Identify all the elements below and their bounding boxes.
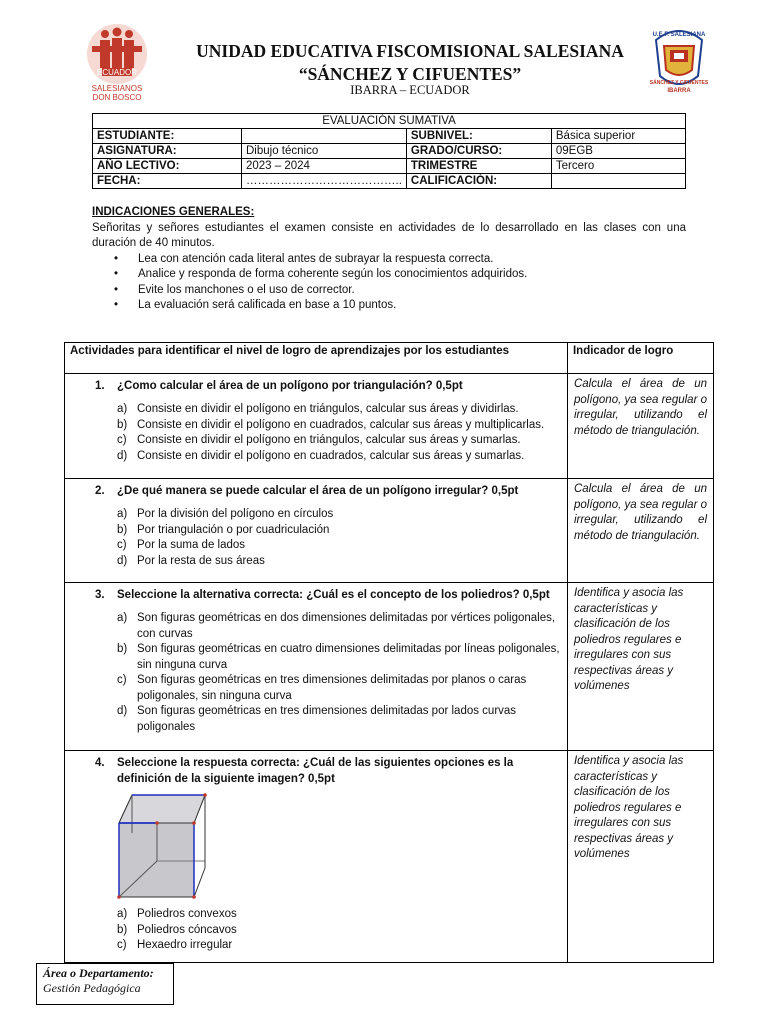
instruction-item: • Analice y responda de forma coherente según los conocimientos adquiridos.: [92, 267, 686, 283]
question-row: [65, 583, 714, 751]
answer-option[interactable]: b) Son figuras geométricas en cuatro dimensiones delimitadas por líneas poligonales, sin ninguna curva: [117, 643, 560, 671]
info-row: [93, 144, 686, 159]
achievement-indicator: Calcula el área de un polígono, ya sea regular o irregular, utilizando el método de triangulación.: [573, 378, 707, 437]
info-value: 2023 – 2024: [242, 159, 407, 174]
info-value[interactable]: [551, 174, 685, 189]
department-label: Área o Departamento:: [43, 966, 154, 980]
school-name-line2: “SÁNCHEZ Y CIFUENTES”: [298, 64, 522, 84]
crest-bottom-text: IBARRA: [667, 88, 691, 94]
info-value: Básica superior: [551, 129, 685, 144]
activities-table: [64, 342, 714, 963]
info-row: [93, 159, 686, 174]
evaluation-title: EVALUACIÓN SUMATIVA: [93, 114, 686, 129]
question-number: 3.: [95, 589, 105, 601]
achievement-indicator: Identifica y asocia las características y clasificación de los poliedros regulares e irregulares con sus respectivas áreas y volúmenes: [573, 755, 684, 860]
info-label: CALIFICACIÓN:: [406, 174, 551, 189]
question-title: [95, 755, 567, 787]
answer-option[interactable]: b) Poliedros cóncavos: [117, 923, 237, 936]
info-row: [93, 129, 686, 144]
instruction-item: • Evite los manchones o el uso de corrector.: [92, 283, 686, 299]
answer-option[interactable]: a) Poliedros convexos: [117, 908, 237, 920]
indicator-header: Indicador de logro: [567, 343, 713, 374]
logo-donbosco-text: DON BOSCO: [92, 93, 142, 102]
question-title: [95, 483, 567, 499]
info-label: TRIMESTRE: [406, 159, 551, 174]
activities-header: Actividades para identificar el nivel de logro de aprendizajes por los estudiantes: [65, 343, 568, 374]
info-label: ASIGNATURA:: [93, 144, 242, 159]
question-title: [95, 378, 567, 394]
achievement-indicator: Identifica y asocia las características y clasificación de los poliedros regulares e irregulares con sus respectivas áreas y volúmenes: [573, 587, 684, 692]
student-info-table: [92, 113, 686, 189]
answer-option[interactable]: a) Por la división del polígono en círculos: [117, 508, 334, 520]
crest-mid-text: SÁNCHEZ Y CIFUENTES: [649, 80, 709, 86]
instructions-intro: Señoritas y señores estudiantes el examen consiste en actividades de lo desarrollado en las clases con una duración de 40 minutos.: [92, 221, 686, 249]
question-text: ¿Como calcular el área de un polígono por triangulación? 0,5pt: [117, 380, 463, 392]
question-row: [65, 374, 714, 479]
answer-option[interactable]: a) Consiste en dividir el polígono en triángulos, calcular sus áreas y dividirlas.: [117, 403, 519, 415]
instruction-item: • La evaluación será calificada en base a 10 puntos.: [92, 298, 686, 314]
info-value: Tercero: [551, 159, 685, 174]
info-label: AÑO LECTIVO:: [93, 159, 242, 174]
info-label: GRADO/CURSO:: [406, 144, 551, 159]
info-row: [93, 174, 686, 189]
info-label: ESTUDIANTE:: [93, 129, 242, 144]
answer-option[interactable]: a) Son figuras geométricas en dos dimensiones delimitadas por vértices poligonales, con curvas: [117, 612, 556, 640]
instruction-item: • Lea con atención cada literal antes de subrayar la respuesta correcta.: [92, 252, 686, 268]
question-number: 1.: [95, 380, 105, 392]
info-value: Dibujo técnico: [242, 144, 407, 159]
answer-option[interactable]: d) Son figuras geométricas en tres dimensiones delimitadas por lados curvas poligonales: [117, 705, 517, 733]
answer-option[interactable]: b) Por triangulación o por cuadriculación: [117, 523, 330, 536]
question-row: [65, 751, 714, 963]
logo-ecuador-text: ECUADOR: [96, 68, 137, 77]
answer-option[interactable]: c) Son figuras geométricas en tres dimensiones delimitadas por planos o caras poligonales, sin ninguna curva: [117, 674, 527, 702]
question-text: Seleccione la alternativa correcta: ¿Cuál es el concepto de los poliedros? 0,5pt: [117, 589, 550, 601]
logo-salesianos-text: SALESIANOS: [91, 84, 143, 93]
info-label: SUBNIVEL:: [406, 129, 551, 144]
answer-option[interactable]: d) Consiste en dividir el polígono en cuadrados, calcular sus áreas y sumarlas.: [117, 449, 525, 462]
question-row: [65, 479, 714, 583]
question-number: 4.: [95, 757, 105, 769]
achievement-indicator: Calcula el área de un polígono, ya sea regular o irregular, utilizando el método de triangulación.: [573, 483, 707, 542]
department-value: Gestión Pedagógica: [43, 981, 141, 995]
answer-option[interactable]: d) Por la resta de sus áreas: [117, 554, 265, 567]
info-value[interactable]: [242, 129, 407, 144]
question-text: Seleccione la respuesta correcta: ¿Cuál de las siguientes opciones es la definición de la siguiente imagen? 0,5pt: [117, 757, 514, 785]
question-title: [95, 587, 567, 603]
department-box: [36, 963, 174, 1005]
general-instructions: [92, 205, 686, 314]
instructions-title: INDICACIONES GENERALES:: [92, 206, 255, 218]
info-label: FECHA:: [93, 174, 242, 189]
school-name-line1: UNIDAD EDUCATIVA FISCOMISIONAL SALESIANA: [196, 41, 624, 61]
question-number: 2.: [95, 485, 105, 497]
answer-option[interactable]: b) Consiste en dividir el polígono en cuadrados, calcular sus áreas y multiplicarlas.: [117, 418, 545, 431]
question-text: ¿De qué manera se puede calcular el área de un polígono irregular? 0,5pt: [117, 485, 519, 497]
school-location: IBARRA – ECUADOR: [350, 83, 470, 97]
crest-top-text: U.E.F. SALESIANA: [652, 32, 706, 38]
info-value[interactable]: …………………………………..: [242, 174, 407, 189]
info-value: 09EGB: [551, 144, 685, 159]
answer-option[interactable]: c) Por la suma de lados: [117, 539, 246, 551]
answer-option[interactable]: c) Hexaedro irregular: [117, 939, 233, 951]
polyhedron-figure: [117, 793, 207, 903]
answer-option[interactable]: c) Consiste en dividir el polígono en triángulos, calcular sus áreas y sumarlas.: [117, 434, 521, 446]
